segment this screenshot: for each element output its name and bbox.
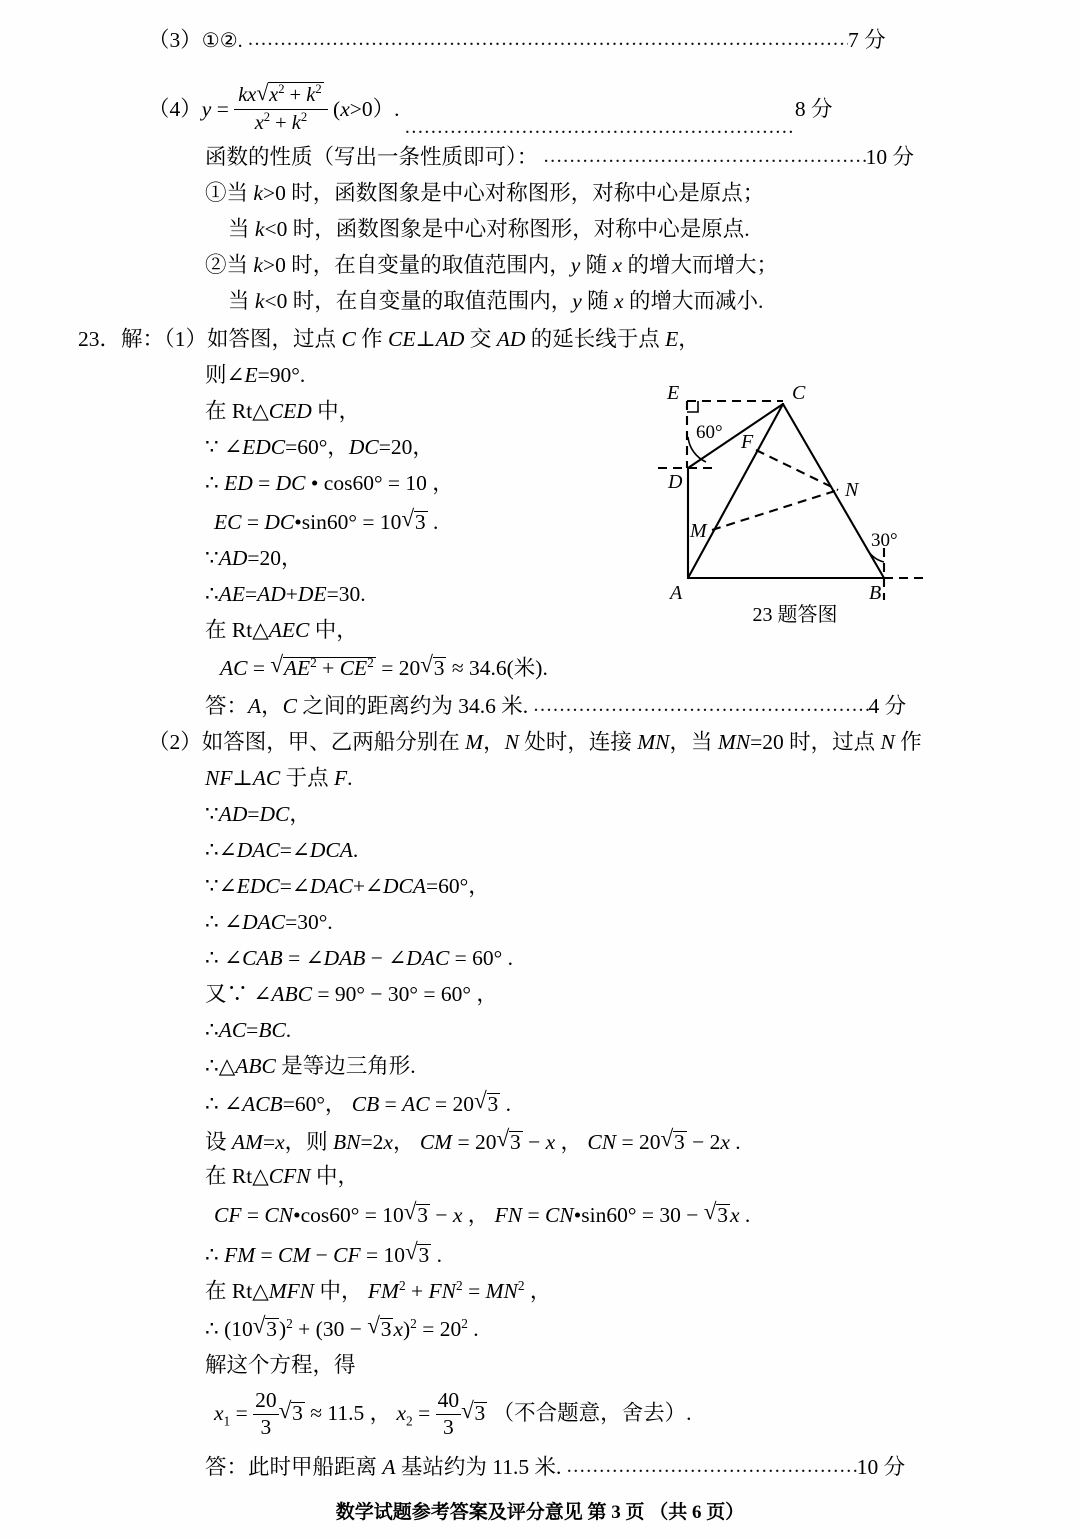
angle-label-30: 30° bbox=[871, 530, 898, 551]
part1-line9: 在 Rt△AEC 中， bbox=[205, 618, 358, 642]
item-3-content: ①②. bbox=[201, 30, 243, 52]
properties-headline-text: 函数的性质（写出一条性质即可）： bbox=[205, 145, 539, 169]
part2-line7: ∴ ∠CAB = ∠DAB − ∠DAC = 60° . bbox=[205, 946, 514, 970]
item-4-label: （4） bbox=[148, 97, 202, 122]
property-1b-text: 当 k<0 时，函数图象是中心对称图形，对称中心是原点. bbox=[228, 217, 750, 241]
fraction-numerator: kx √ $x^2 + k^2$ bbox=[234, 81, 327, 110]
right-angle-mark-E bbox=[687, 401, 698, 412]
part2-line16: 在 Rt△MFN 中， $FM^2 + FN^2 = MN^2$ ， bbox=[205, 1277, 552, 1303]
item-4-lhs: y bbox=[201, 97, 212, 122]
point-label-B: B bbox=[869, 582, 882, 604]
part2-line19: $x_1$ = $\frac{20}{3}$ √ 3 ≈ 11.5 ， $x_2$ = $\frac{40}{3}$ √ 3 （不合题意，舍去）. bbox=[214, 1389, 692, 1442]
part2-line5: ∵∠EDC=∠DAC+∠DCA=60°， bbox=[205, 874, 490, 898]
segment-FN-dashed bbox=[756, 450, 838, 490]
property-2a-text: ②当 k>0 时，在自变量的取值范围内，y 随 x 的增大而增大； bbox=[205, 253, 778, 277]
property-2b-text: 当 k<0 时，在自变量的取值范围内，y 随 x 的增大而减小. bbox=[228, 289, 764, 313]
item-3-score: 7 分 bbox=[848, 28, 886, 52]
leader-dots-4 bbox=[534, 696, 869, 718]
geometry-figure bbox=[640, 372, 950, 627]
part2-line10: ∴△ABC 是等边三角形. bbox=[205, 1054, 416, 1078]
part1-line4: ∵ ∠EDC=60°，DC=20， bbox=[205, 435, 434, 459]
item-3-line bbox=[148, 30, 886, 52]
part2-line12: 设 AM=x，则 BN=2x， CM = 20 √ 3 − x ， CN = 20 √ 3 − 2x . bbox=[205, 1130, 741, 1154]
figure-caption: 23 题答图 bbox=[752, 604, 838, 626]
part2-line8: 又∵ ∠ABC = 90° − 30° = 60° ， bbox=[205, 982, 498, 1006]
leader-dots-5 bbox=[567, 1457, 857, 1479]
part1-answer bbox=[205, 696, 906, 718]
problem-23-number bbox=[78, 329, 700, 351]
part2-line11: ∴ ∠ACB=60°， CB = AC = 20 √ 3 . bbox=[205, 1092, 511, 1116]
part1-line10: AC = √ $AE^2 + CE^2 = 20$ √ 3 ≈ 34.6(米). bbox=[220, 656, 548, 680]
item-4-fraction bbox=[234, 81, 327, 136]
segment-MN-dashed bbox=[712, 490, 838, 530]
properties-score: 10 分 bbox=[865, 145, 915, 169]
part1-line7: ∵AD=20， bbox=[205, 546, 303, 570]
property-1a bbox=[205, 183, 764, 205]
part2-line14: CF = CN•cos60° = 10 √ 3 − x ， FN = CN•sin60° = 30 − √ 3x . bbox=[214, 1203, 750, 1227]
point-label-D: D bbox=[668, 471, 683, 493]
item-4-condition: (x>0）. bbox=[327, 97, 400, 122]
part2-line4: ∴∠DAC=∠DCA. bbox=[205, 838, 359, 862]
part2-score: 10 分 bbox=[856, 1455, 906, 1479]
part1-score: 4 分 bbox=[868, 694, 907, 718]
root-1-fraction: $\frac{20}{3}$ bbox=[255, 1387, 277, 1439]
part1-line5: ∴ ED = DC • cos60° = 10 ， bbox=[205, 471, 454, 495]
property-1a-text: ①当 k>0 时，函数图象是中心对称图形，对称中心是原点； bbox=[205, 181, 765, 205]
part2-line9: ∴AC=BC. bbox=[205, 1018, 292, 1042]
part1-line1: 如答图，过点 C 作 CE⊥AD 交 AD 的延长线于点 E， bbox=[207, 327, 700, 351]
leader-dots-3 bbox=[544, 147, 866, 169]
part1-line6: EC = DC•sin60° = 10 √ 3 . bbox=[214, 510, 438, 534]
property-2b bbox=[228, 291, 763, 313]
part1-line2: 则∠E=90°. bbox=[205, 363, 306, 387]
item-4-score: 8 分 bbox=[794, 97, 833, 122]
part2-answer-text: 答：此时甲船距离 A 基站约为 11.5 米. bbox=[205, 1455, 562, 1479]
part2-line15: ∴ FM = CM − CF = 10 √ 3 . bbox=[205, 1243, 442, 1267]
properties-headline bbox=[205, 147, 914, 169]
part2-line13: 在 Rt△CFN 中， bbox=[205, 1164, 359, 1188]
part1-label: （1） bbox=[164, 327, 208, 351]
part1-line3: 在 Rt△CED 中， bbox=[205, 399, 361, 423]
point-label-C: C bbox=[792, 382, 806, 404]
problem-23-solution-label: 解： bbox=[121, 327, 165, 351]
part1-line8: ∴AE=AD+DE=30. bbox=[205, 582, 366, 606]
part2-line6: ∴ ∠DAC=30°. bbox=[205, 910, 333, 934]
property-1b bbox=[228, 219, 750, 241]
item-4-line: （4）y = $\frac{kx √ x^2 + k^2}{x^2 + k^2}$ (x>0）. ..... 8 分 bbox=[148, 78, 833, 133]
part2-label: （2） bbox=[148, 730, 202, 754]
leader-dots-2 bbox=[405, 118, 795, 140]
point-label-E: E bbox=[667, 382, 680, 404]
point-label-N: N bbox=[845, 479, 859, 501]
part2-line3: ∵AD=DC， bbox=[205, 802, 311, 826]
fraction-denominator: $x^2 + k^2$ bbox=[254, 109, 308, 134]
property-2a bbox=[205, 255, 778, 277]
problem-23-num-text: 23． bbox=[78, 327, 122, 351]
leader-dots-1 bbox=[248, 30, 848, 52]
part2-line1: （2）如答图，甲、乙两船分别在 M，N 处时，连接 MN，当 MN=20 时，过点 N 作 bbox=[148, 730, 922, 754]
angle-label-60: 60° bbox=[696, 422, 723, 443]
part2-line18: 解这个方程，得 bbox=[205, 1353, 356, 1377]
point-label-M: M bbox=[690, 520, 707, 542]
part2-answer bbox=[205, 1457, 905, 1479]
part2-line2: NF⊥AC 于点 F. bbox=[205, 766, 353, 790]
root-2-fraction: $\frac{40}{3}$ bbox=[437, 1387, 460, 1439]
point-label-F: F bbox=[741, 431, 754, 453]
part2-line17: ∴ (10 √ 3)$^2$ + (30 − √ $3x)^2 = 20^2$ . bbox=[205, 1317, 479, 1341]
part1-answer-text: 答：A，C 之间的距离约为 34.6 米. bbox=[205, 694, 529, 718]
point-label-A: A bbox=[670, 582, 683, 604]
item-3-label: （3） bbox=[148, 28, 202, 52]
page-footer: 数学试题参考答案及评分意见 第 3 页 （共 6 页） bbox=[335, 1502, 745, 1523]
